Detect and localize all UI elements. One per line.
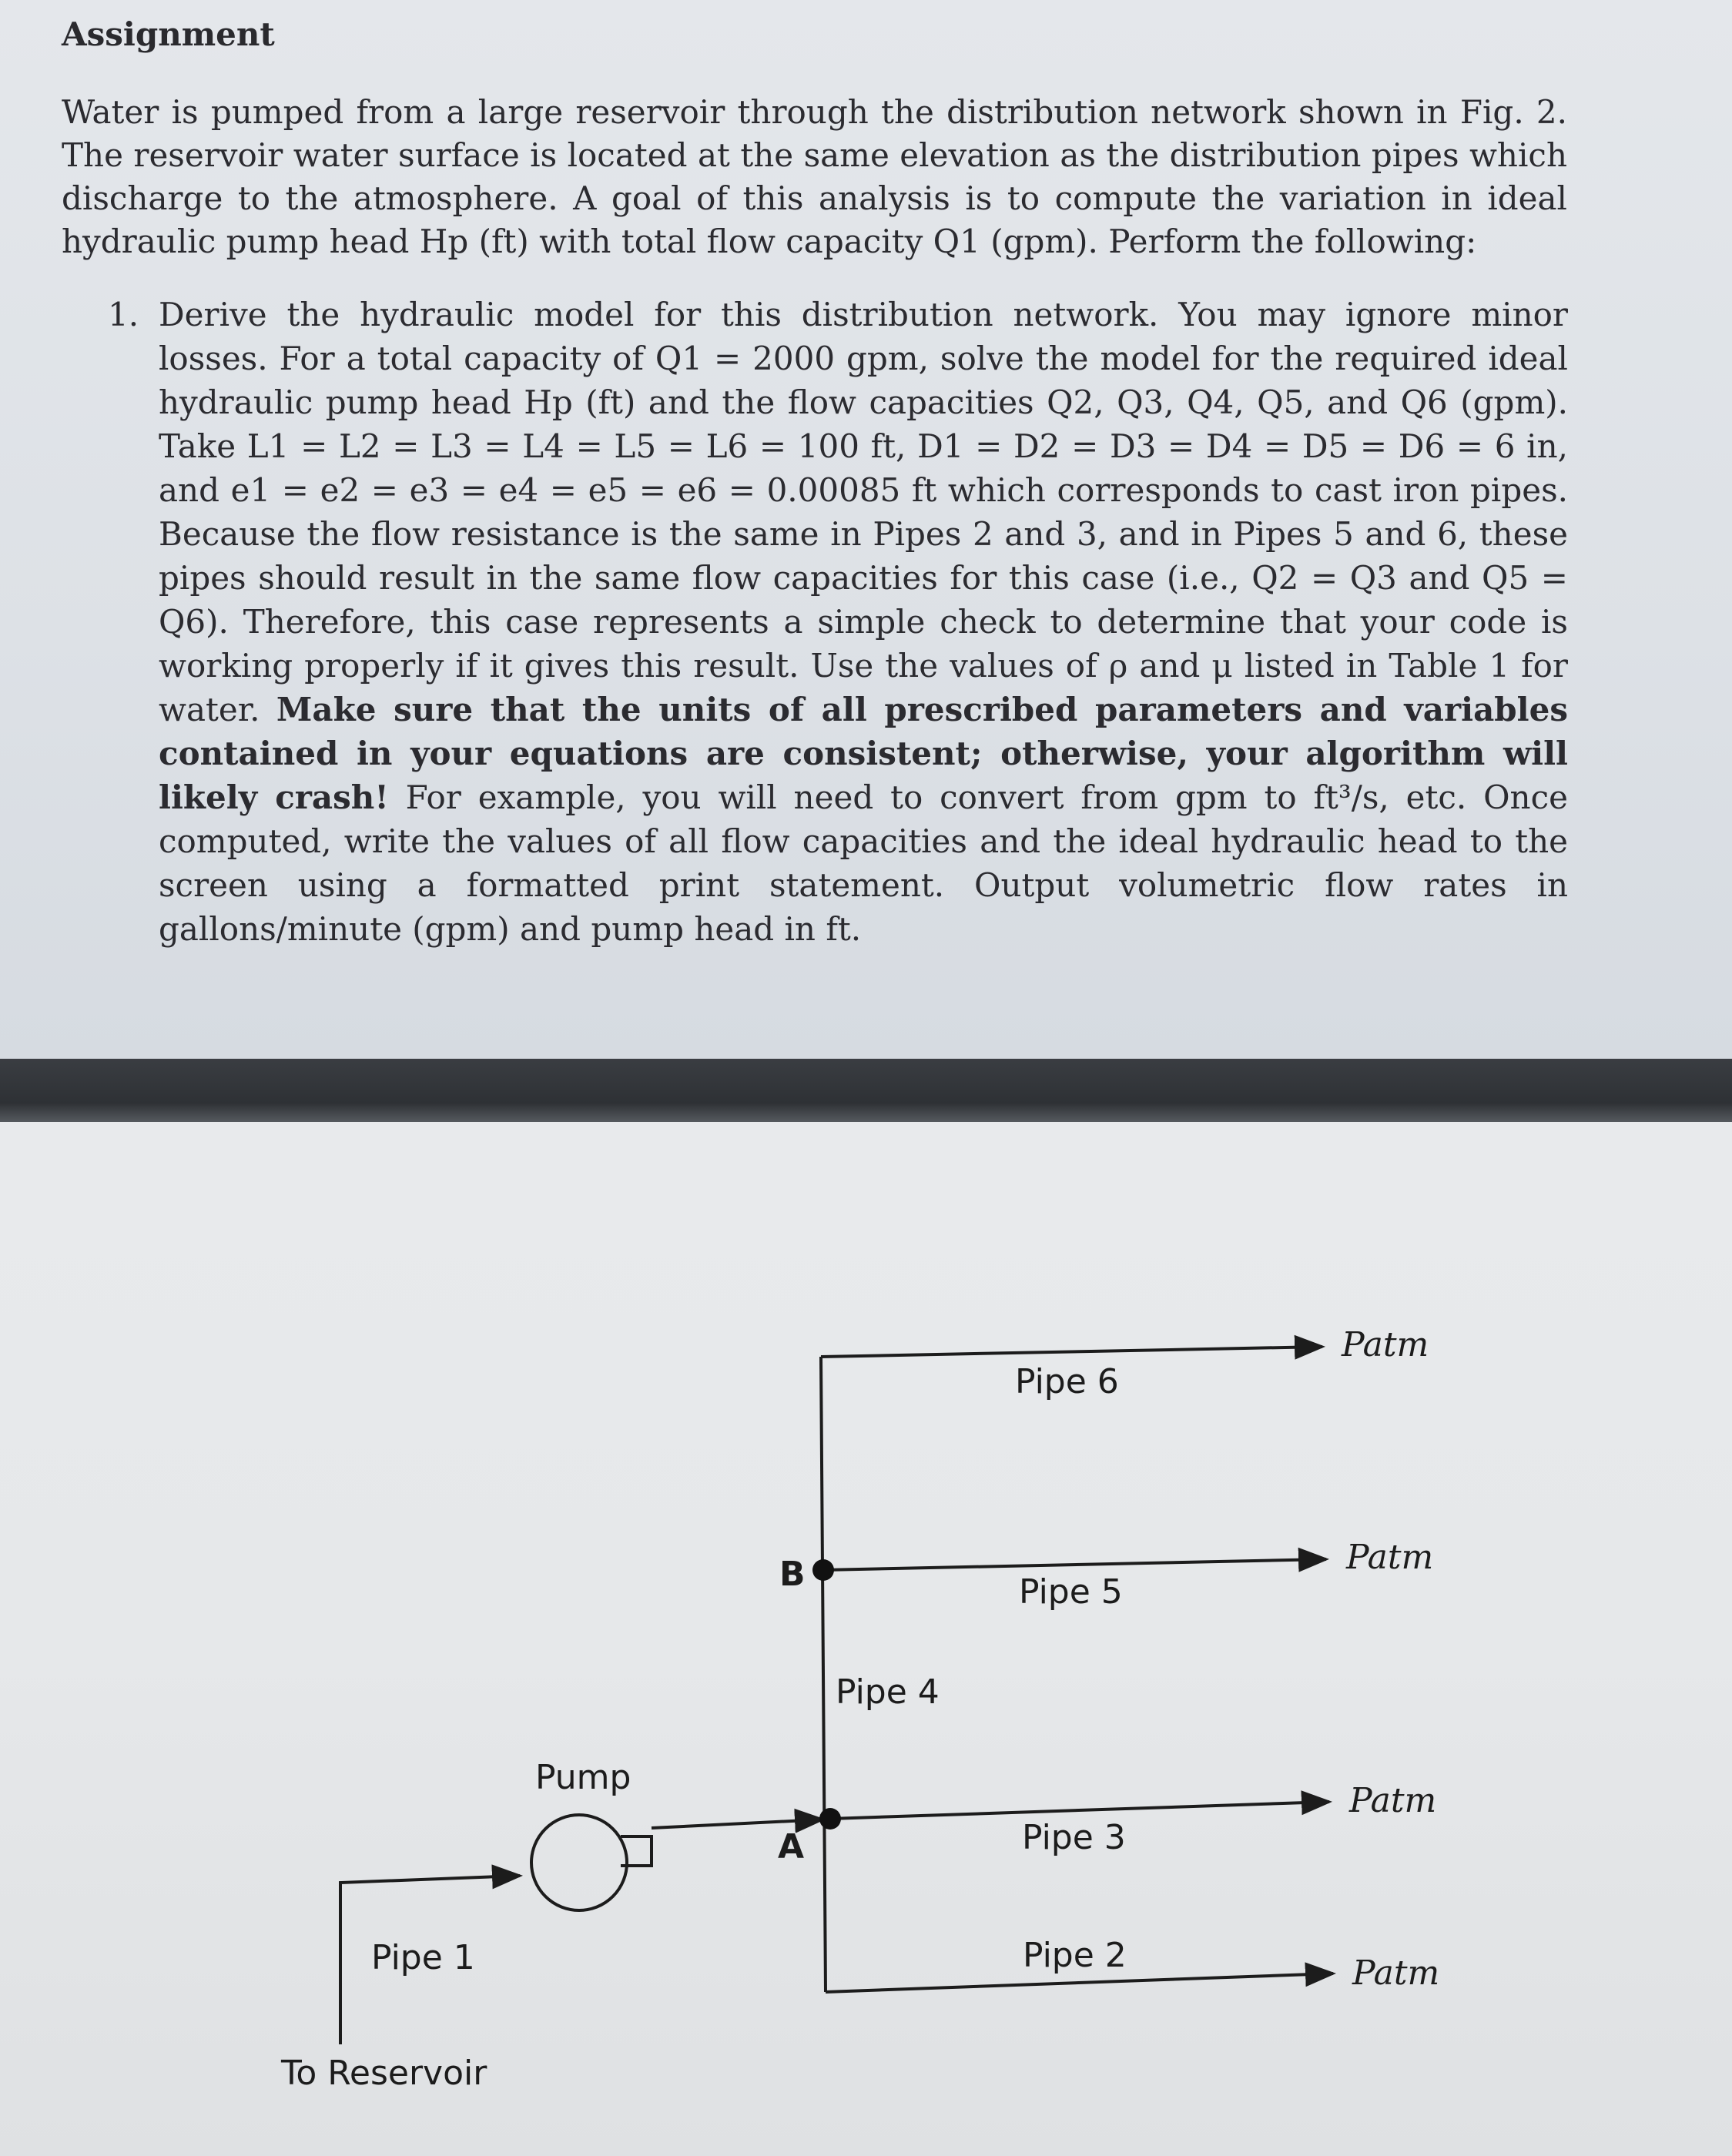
pipe-1-label: Pipe 1 xyxy=(371,1938,475,1977)
task-text-a: Derive the hydraulic model for this distribution network. You may ignore minor losses. For a total capacity of Q1 = 2000 gpm, solve the model for the required ideal hydraulic pump head Hp (ft) and the flow capacities Q2, Q3, Q4, Q5, and Q6 (gpm). Take L1 = L2 = L3 = L4 = L5 = L6 = 100 ft, D1 = D2 = D3 = D4 = D5 = D6 = 6 in, and e1 = e2 = e3 = e4 = e5 = e6 = 0.00085 ft which corresponds to cast iron pipes. Because the flow resistance is the same in Pipes 2 and 3, and in Pipes 5 and 6, these pipes should result in the same flow capacities for this case (i.e., Q2 = Q3 and Q5 = Q6). Therefore, this case represents a simple check to determine that your code is working properly if it gives this result. Use the values of ρ and μ listed in Table 1 for water. xyxy=(159,296,1568,728)
pipe-4-label: Pipe 4 xyxy=(836,1672,940,1712)
task-text-bold: Make sure that the units of all prescribed parameters and variables contained in your equations are consistent; otherwise, your algorithm will likely crash! xyxy=(159,691,1568,816)
dark-divider-band xyxy=(0,1059,1732,1122)
pipe-5-label: Pipe 5 xyxy=(1019,1572,1123,1612)
intro-paragraph: Water is pumped from a large reservoir through the distribution network shown in Fig. 2. The reservoir water surface is located at the same elevation as the distribution pipes which discharge to the atmosphere. A goal of this analysis is to compute the variation in ideal hydraulic pump head Hp (ft) with total flow capacity Q1 (gpm). Perform the following: xyxy=(62,93,1567,260)
pump-icon xyxy=(531,1815,627,1910)
pipe-2-line xyxy=(826,1974,1333,1992)
task-body xyxy=(159,293,1568,951)
patm-label-pipe-6: Patm xyxy=(1342,1325,1429,1364)
pipe-3-line xyxy=(830,1802,1329,1819)
to-reservoir-label: To Reservoir xyxy=(281,2054,487,2093)
assignment-heading: Assignment xyxy=(62,15,275,53)
pump-label: Pump xyxy=(535,1758,631,1797)
patm-label-pipe-5: Patm xyxy=(1346,1538,1434,1577)
pipe-5-line xyxy=(823,1559,1326,1570)
pipe-2-label: Pipe 2 xyxy=(1023,1936,1127,1975)
pipe-3-label: Pipe 3 xyxy=(1022,1818,1126,1857)
task-text-b: For example, you will need to convert from gpm to ft³/s, etc. Once computed, write the values of all flow capacities and the ideal hydraulic head to the screen using a formatted print statement. Output volumetric flow rates in gallons/minute (gpm) and pump head in ft. xyxy=(159,778,1568,948)
patm-label-pipe-2: Patm xyxy=(1352,1953,1440,1993)
node-a-label: A xyxy=(778,1827,805,1866)
node-b-label: B xyxy=(779,1555,806,1594)
pipe-4-riser xyxy=(821,1357,826,1992)
pipe-network-diagram xyxy=(0,1122,1732,2156)
pipe-6-label: Pipe 6 xyxy=(1015,1362,1119,1401)
pipe-6-line xyxy=(821,1347,1322,1357)
patm-label-pipe-3: Patm xyxy=(1349,1781,1437,1820)
task-number: 1. xyxy=(108,296,139,333)
node-a-dot xyxy=(819,1808,841,1830)
node-b-dot xyxy=(812,1559,834,1581)
